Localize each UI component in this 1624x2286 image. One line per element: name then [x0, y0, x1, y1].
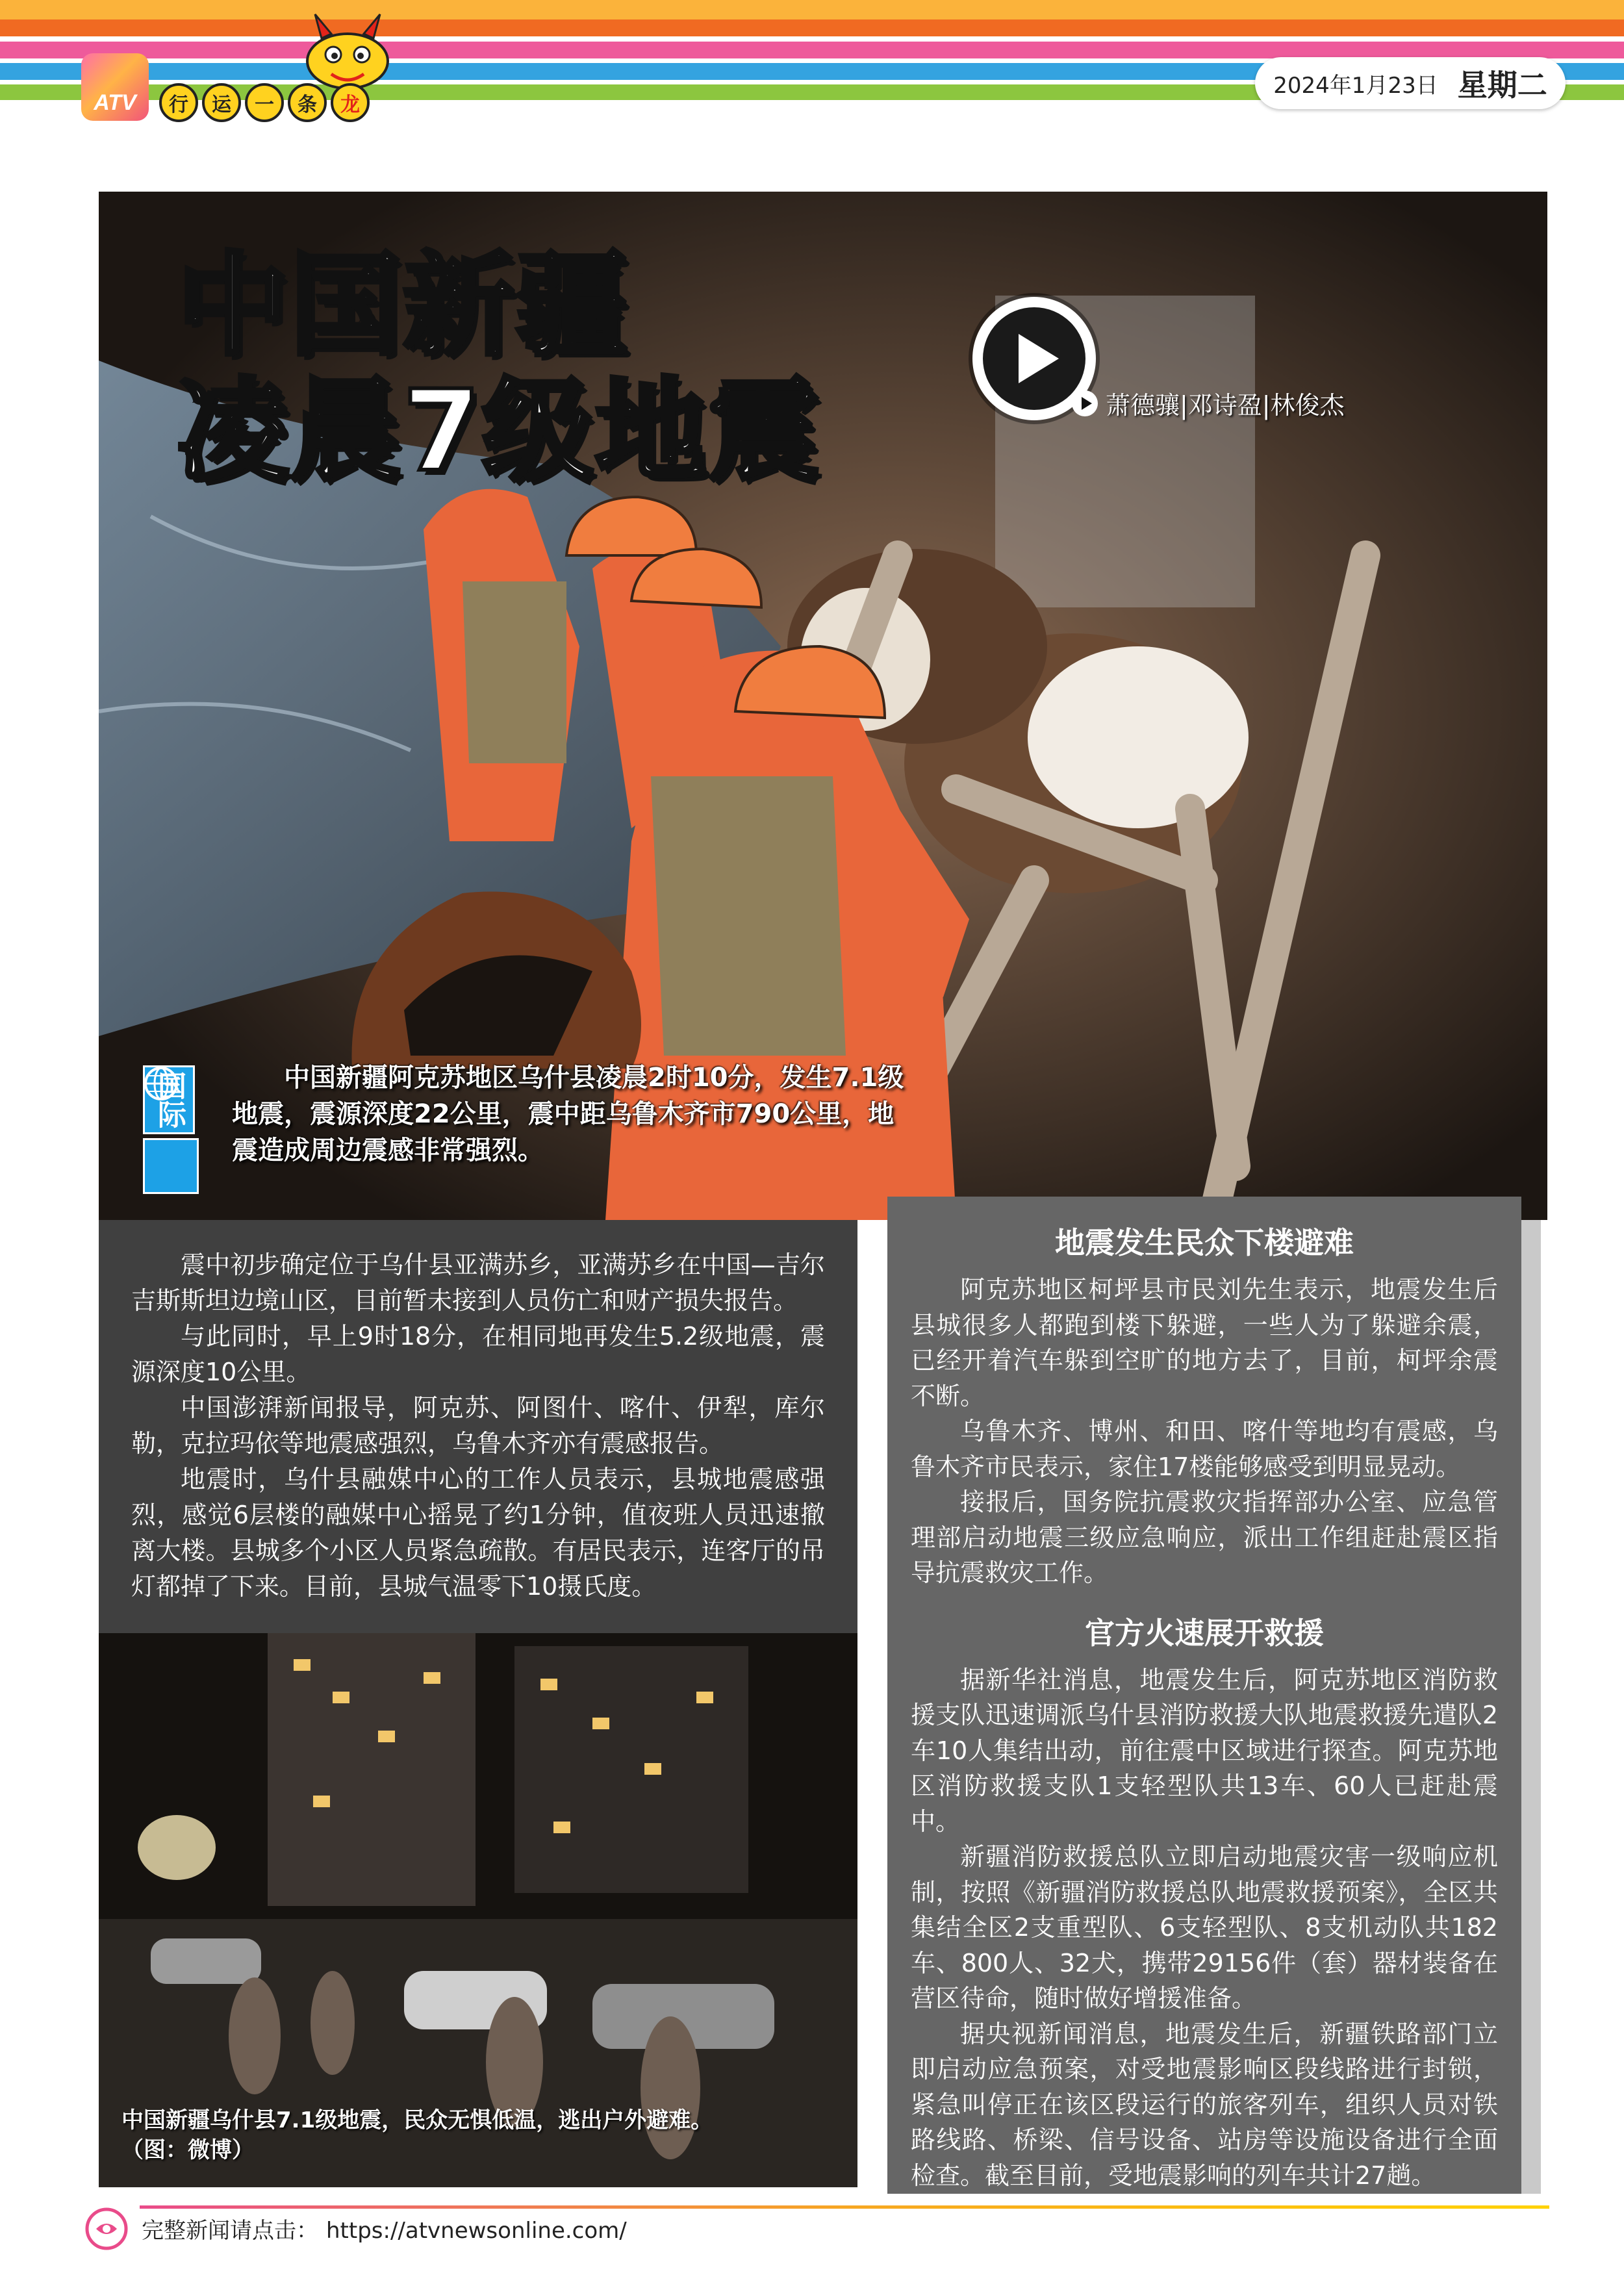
reporter-credit	[1072, 385, 1345, 421]
section-heading: 地震发生民众下楼避难	[1055, 1225, 1354, 1260]
video-icon	[1072, 390, 1098, 416]
right-article	[887, 1197, 1521, 2194]
article-paragraph: 阿克苏地区柯坪县市民刘先生表示，地震发生后县城很多人都跑到楼下躲避，一些人为了躲避余震，已经开着汽车躲到空旷的地方去了，目前，柯坪余震不断。	[911, 1275, 1498, 1410]
section-badge	[143, 1065, 199, 1194]
article-paragraph: 地震时，乌什县融媒中心的工作人员表示，县城地震感强烈，感觉6层楼的融媒中心摇晃了约1分钟，值夜班人员迅速撤离大楼。县城多个小区人员紧急疏散。有居民表示，连客厅的吊灯都掉了下来。目前，县城气温零下10摄氏度。	[131, 1465, 825, 1601]
slogan-char: 运	[202, 83, 241, 122]
lede-paragraph: 中国新疆阿克苏地区乌什县凌晨2时10分，发生7.1级地震，震源深度22公里，震中距乌鲁木齐市790公里，地震造成周边震感非常强烈。	[232, 1063, 904, 1165]
date-badge	[1255, 57, 1566, 109]
article-paragraph: 震中初步确定位于乌什县亚满苏乡，亚满苏乡在中国—吉尔吉斯斯坦边境山区，目前暂未接到人员伤亡和财产损失报告。	[131, 1251, 825, 1315]
article-paragraph: 据新华社消息，地震发生后，阿克苏地区消防救援支队迅速调派乌什县消防救援大队地震救援先遣队2车10人集结出动，前往震中区域进行探查。阿克苏地区消防救援支队1支轻型队共13车、60人已赶赴震中。	[911, 1665, 1498, 1836]
section-heading: 官方火速展开救援	[1085, 1615, 1324, 1651]
article-paragraph: 据央视新闻消息，地震发生后，新疆铁路部门立即启动应急预案，对受地震影响区段线路进行封锁，紧急叫停正在该区段运行的旅客列车，组织人员对铁路线路、桥梁、信号设备、站房等设施设备进行全面检查。截至目前，受地震影响的列车共计27趟。	[911, 2019, 1498, 2190]
slogan-char: 条	[288, 83, 327, 122]
right-box-shadow	[1521, 1220, 1541, 2194]
left-article	[99, 1220, 857, 1633]
night-street-illustration	[99, 1633, 857, 2187]
article-paragraph: 乌鲁木齐、博州、和田、喀什等地均有震感，乌鲁木齐市民表示，家住17楼能够感受到明显晃动。	[911, 1417, 1498, 1481]
slogan-char: 行	[159, 83, 198, 122]
headline-line-1: 中国新疆	[177, 240, 629, 371]
slogan	[159, 83, 370, 122]
hero-photo	[99, 192, 1547, 1220]
footer-link[interactable]	[142, 2213, 627, 2244]
issue-date: 2024年1月23日	[1273, 72, 1438, 99]
article-paragraph: 新疆消防救援总队立即启动地震灾害一级响应机制，按照《新疆消防救援总队地震救援预案》，全区共集结全区2支重型队、6支轻型队、8支机动队共182车、800人、32犬，携带29156件（套）器材装备在营区待命，随时做好增援准备。	[911, 1842, 1498, 2013]
mouse-click-icon	[83, 2205, 130, 2252]
play-icon	[1019, 334, 1059, 383]
logo-text: ATV	[94, 90, 136, 115]
issue-weekday: 星期二	[1457, 68, 1547, 103]
footer-divider	[140, 2205, 1549, 2209]
reporter-names: 萧德骧|邓诗盈|林俊杰	[1106, 391, 1345, 420]
dragon-mascot-icon	[296, 9, 400, 94]
headline	[177, 240, 821, 496]
section-label: 国际	[143, 1065, 195, 1134]
footer-url[interactable]: https://atvnewsonline.com/	[326, 2218, 627, 2244]
evacuation-photo	[99, 1633, 857, 2187]
article-paragraph: 接报后，国务院抗震救灾指挥部办公室、应急管理部启动地震三级应急响应，派出工作组赶赴震区指导抗震救灾工作。	[911, 1488, 1498, 1587]
photo-caption-source: （图：微博）	[121, 2137, 254, 2163]
photo-caption-text: 中国新疆乌什县7.1级地震，民众无惧低温，逃出户外避难。	[121, 2107, 713, 2133]
article-paragraph: 中国澎湃新闻报导，阿克苏、阿图什、喀什、伊犁，库尔勒，克拉玛依等地震感强烈，乌鲁木齐亦有震感报告。	[131, 1393, 825, 1458]
slogan-char: 一	[245, 83, 284, 122]
photo-caption	[121, 2105, 836, 2165]
headline-line-2: 凌晨7级地震	[177, 365, 821, 496]
slogan-char: 龙	[331, 83, 370, 122]
article-paragraph: 与此同时，早上9时18分，在相同地再发生5.2级地震，震源深度10公里。	[131, 1322, 825, 1386]
footer-label: 完整新闻请点击：	[142, 2218, 318, 2244]
globe-icon	[143, 1138, 199, 1194]
atv-logo[interactable]	[81, 53, 149, 121]
